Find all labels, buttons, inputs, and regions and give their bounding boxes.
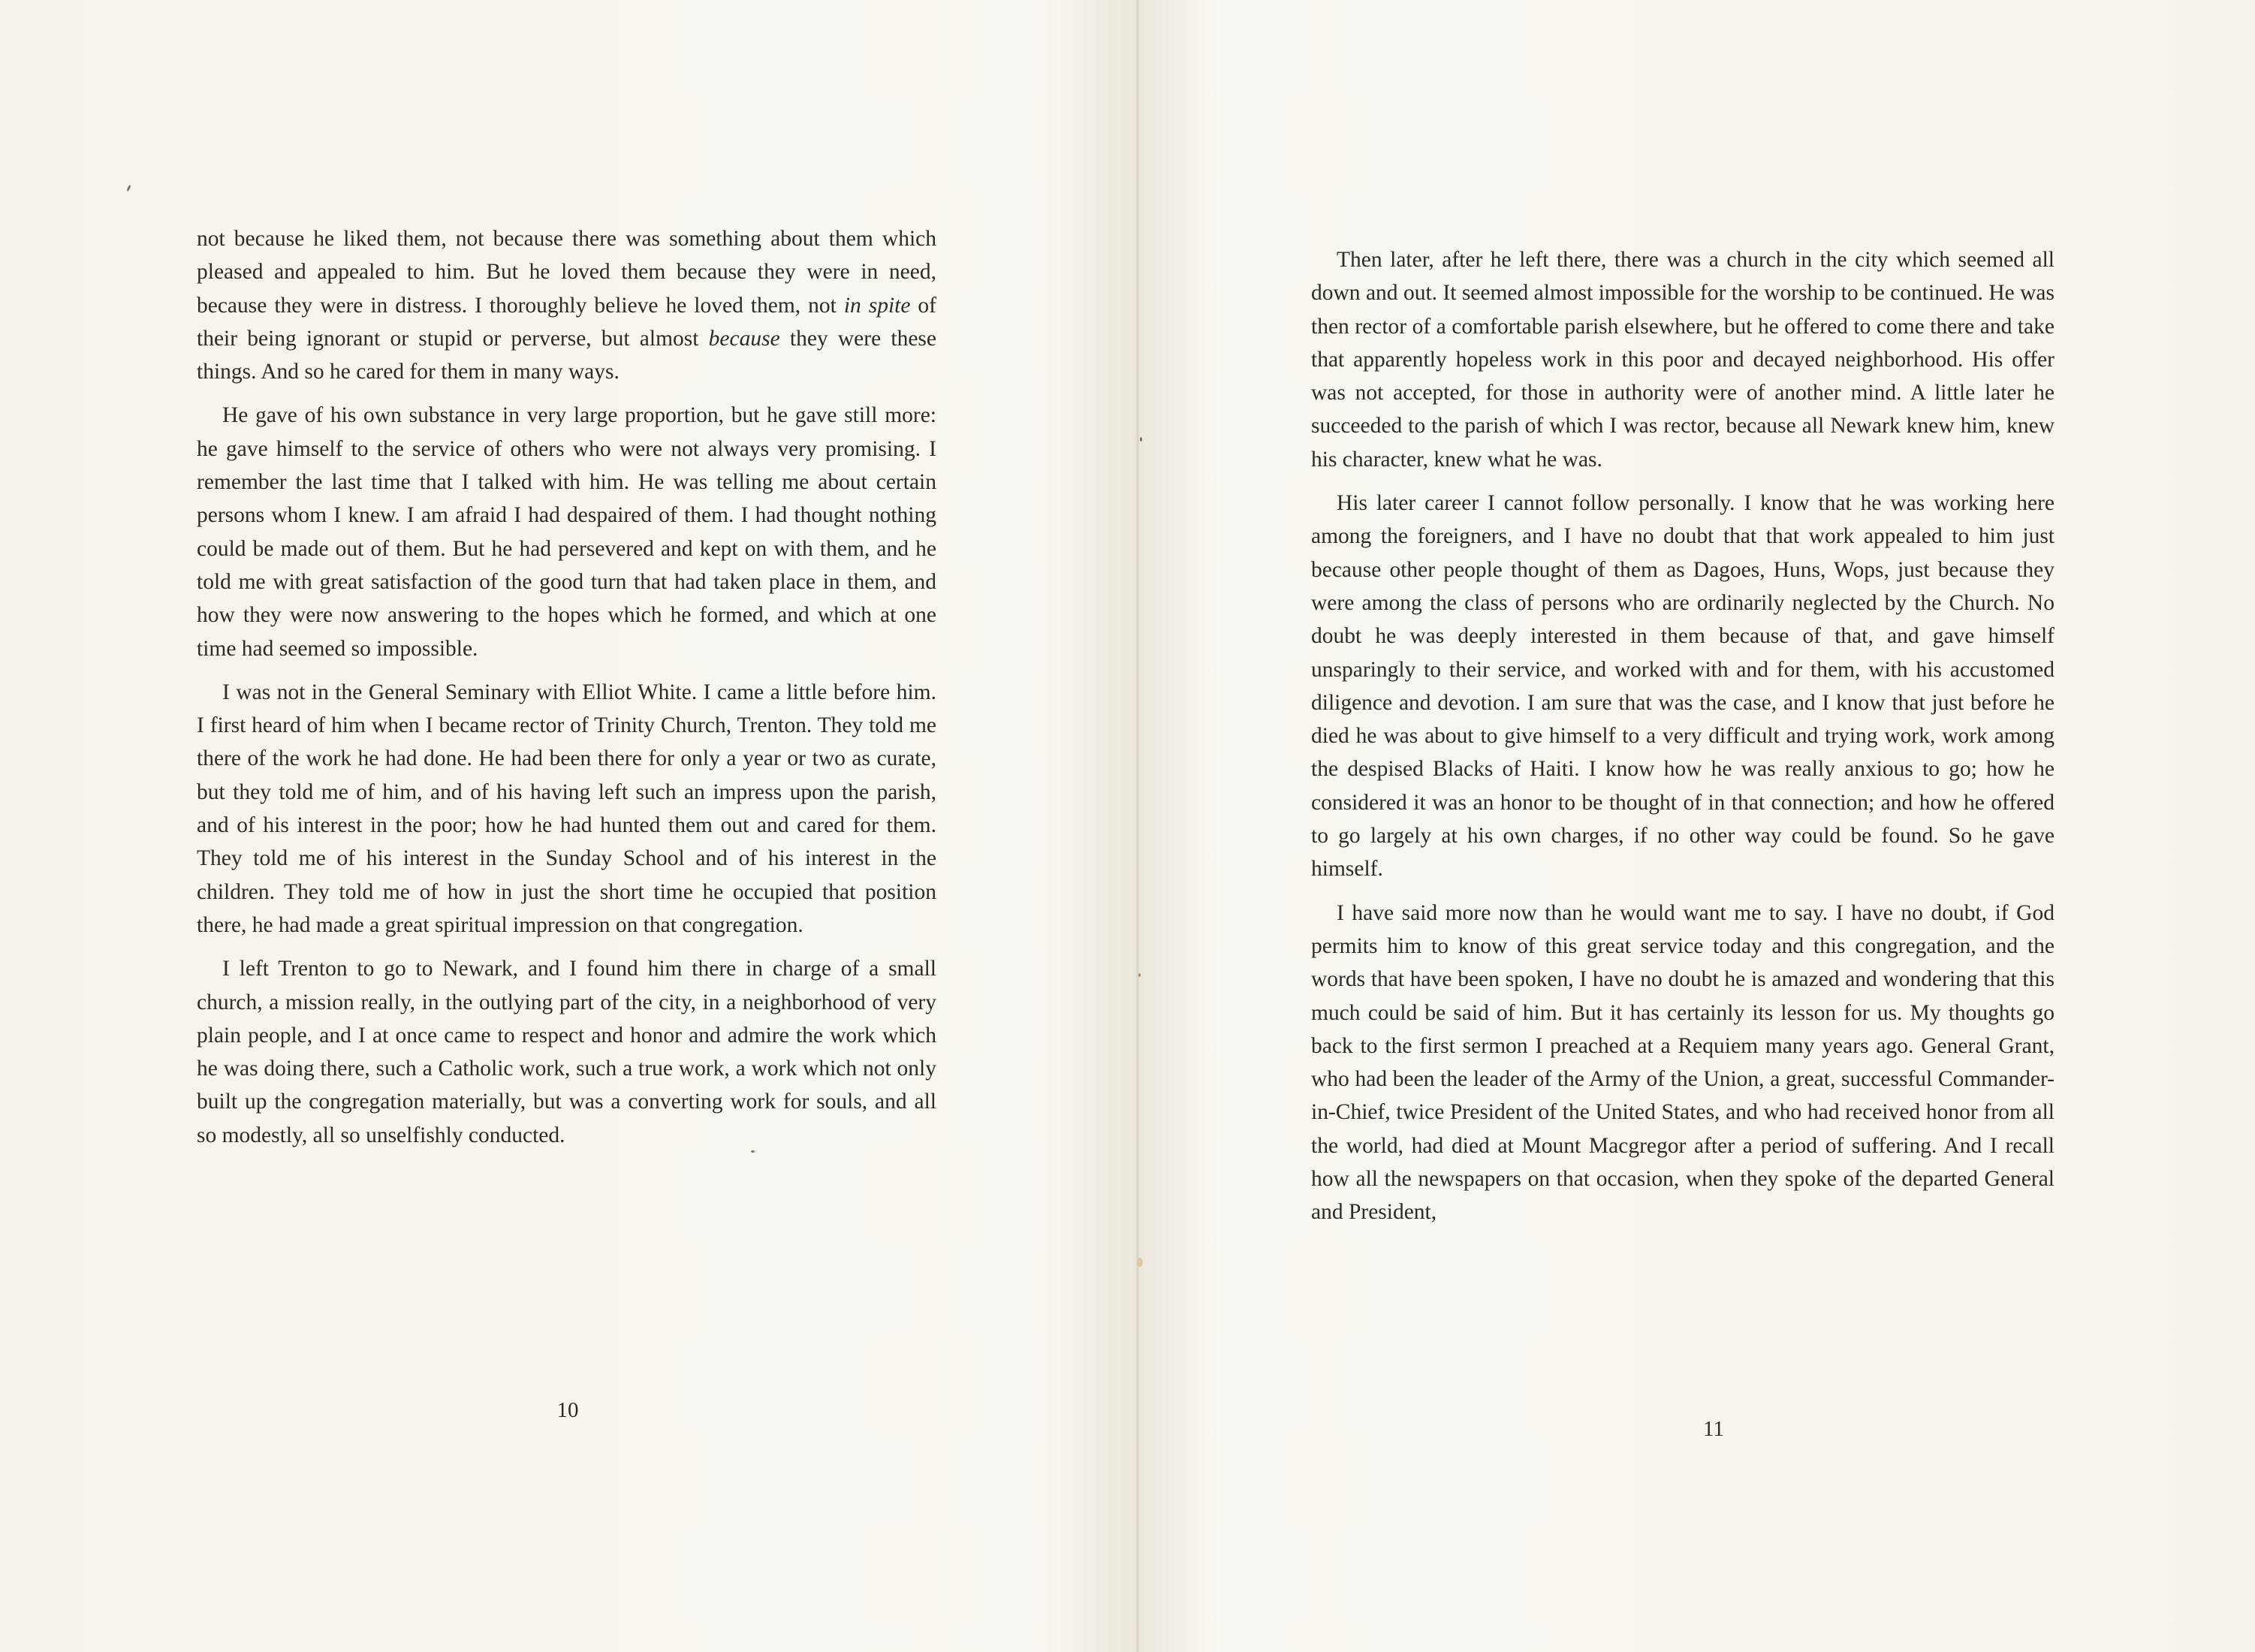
paragraph-text: of their being ignorant or stupid or perverse, but almost: [197, 293, 936, 351]
page-number: 11: [1703, 1417, 1724, 1441]
italic-text: because: [708, 326, 780, 351]
paragraph-text: Then later, after he left there, there was a church in the city which seemed all down and out. It seemed almost impossible for the worship to be continued. He was then rector of a comfortable parish elsewhere, but he offered to come there and take that apparently hopeless work in this poor and decayed neighborhood. His offer was not accepted, for those in authority were of another mind. A little later he succeeded to the parish of which I was rector, because all Newark knew him, knew his character, knew what he was.: [1311, 248, 2055, 472]
body-paragraph: [197, 676, 936, 942]
left-page-text-column: [197, 222, 936, 1162]
italic-text: in spite: [843, 293, 911, 318]
body-paragraph: [197, 952, 936, 1152]
paper-speck: [126, 185, 131, 191]
body-paragraph: [197, 399, 936, 665]
paragraph-text: I was not in the General Seminary with Elliot White. I came a little before him. I first heard of him when I became rector of Trinity Church, Trenton. They told me there of the work he had done. He had been there for only a year or two as curate, but they told me of him, and of his having left such an impress upon the parish, and of his interest in the poor; how he had hunted them out and cared for them. They told me of his interest in the Sunday School and of his interest in the children. They told me of how in just the short time he occupied that position there, he had made a great spiritual impression on that congregation.: [197, 680, 936, 937]
paragraph-text: I have said more now than he would want me to say. I have no doubt, if God permits him to know of this great service today and this congregation, and the words that have been spoken, I have no doubt he is amazed and wondering that this much could be said of him. But it has certainly its lesson for us. My thoughts go back to the first sermon I preached at a Requiem many years ago. General Grant, who had been the leader of the Army of the Union, a great, successful Commander-in-Chief, twice President of the United States, and who had received honor from all the world, had died at Mount Macgregor after a period of suffering. And I recall how all the newspapers on that occasion, when they spoke of the departed General and President,: [1311, 900, 2055, 1225]
right-page-text-column: [1311, 243, 2055, 1240]
paragraph-text: He gave of his own substance in very large proportion, but he gave still more: he gave himself to the service of others who were not always very promising. I remember the last time that I talked with him. He was telling me about certain persons whom I knew. I am afraid I had despaired of them. I had thought nothing could be made out of them. But he had persevered and kept on with them, and he told me with great satisfaction of the good turn that had taken place in them, and how they were now answering to the hopes which he formed, and which at one time had seemed so impossible.: [197, 403, 936, 661]
right-page: [1140, 0, 2255, 1652]
body-paragraph: [1311, 897, 2055, 1229]
paper-speck: [1137, 1258, 1143, 1267]
paper-speck: [1138, 973, 1141, 977]
body-paragraph: [1311, 243, 2055, 476]
page-number: 10: [556, 1398, 579, 1422]
body-paragraph: [197, 222, 936, 388]
paragraph-text: I left Trenton to go to Newark, and I found him there in charge of a small church, a mission really, in the outlying part of the city, in a neighborhood of very plain people, and I at once came to respect and honor and admire the work which he was doing there, such a Catholic work, such a true work, a work which not only built up the congregation materially, but was a converting work for souls, and all so modestly, all so unselfishly conducted.: [197, 957, 936, 1147]
paragraph-text: not because he liked them, not because there was something about them which pleased and appealed to him. But he loved them because they were in need, because they were in distress. I thoroughly believe he loved them, not: [197, 227, 936, 318]
paper-speck: [1140, 437, 1142, 442]
paragraph-text: they were these things. And so he cared for them in many ways.: [197, 326, 936, 384]
paragraph-text: His later career I cannot follow personally. I know that he was working here among the foreigners, and I have no doubt that that work appealed to him just because other people thought of them as Dagoes, Huns, Wops, just because they were among the class of persons who are ordinarily neglected by the Church. No doubt he was deeply interested in them because of that, and gave himself unsparingly to their service, and worked with and for them, with his accustomed diligence and devotion. I am sure that was the case, and I know that just before he died he was about to give himself to a very difficult and trying work, work among the despised Blacks of Haiti. I know how he was really anxious to go; how he considered it was an honor to be thought of in that connection; and how he offered to go largely at his own charges, if no other way could be found. So he gave himself.: [1311, 491, 2055, 882]
body-paragraph: [1311, 487, 2055, 886]
